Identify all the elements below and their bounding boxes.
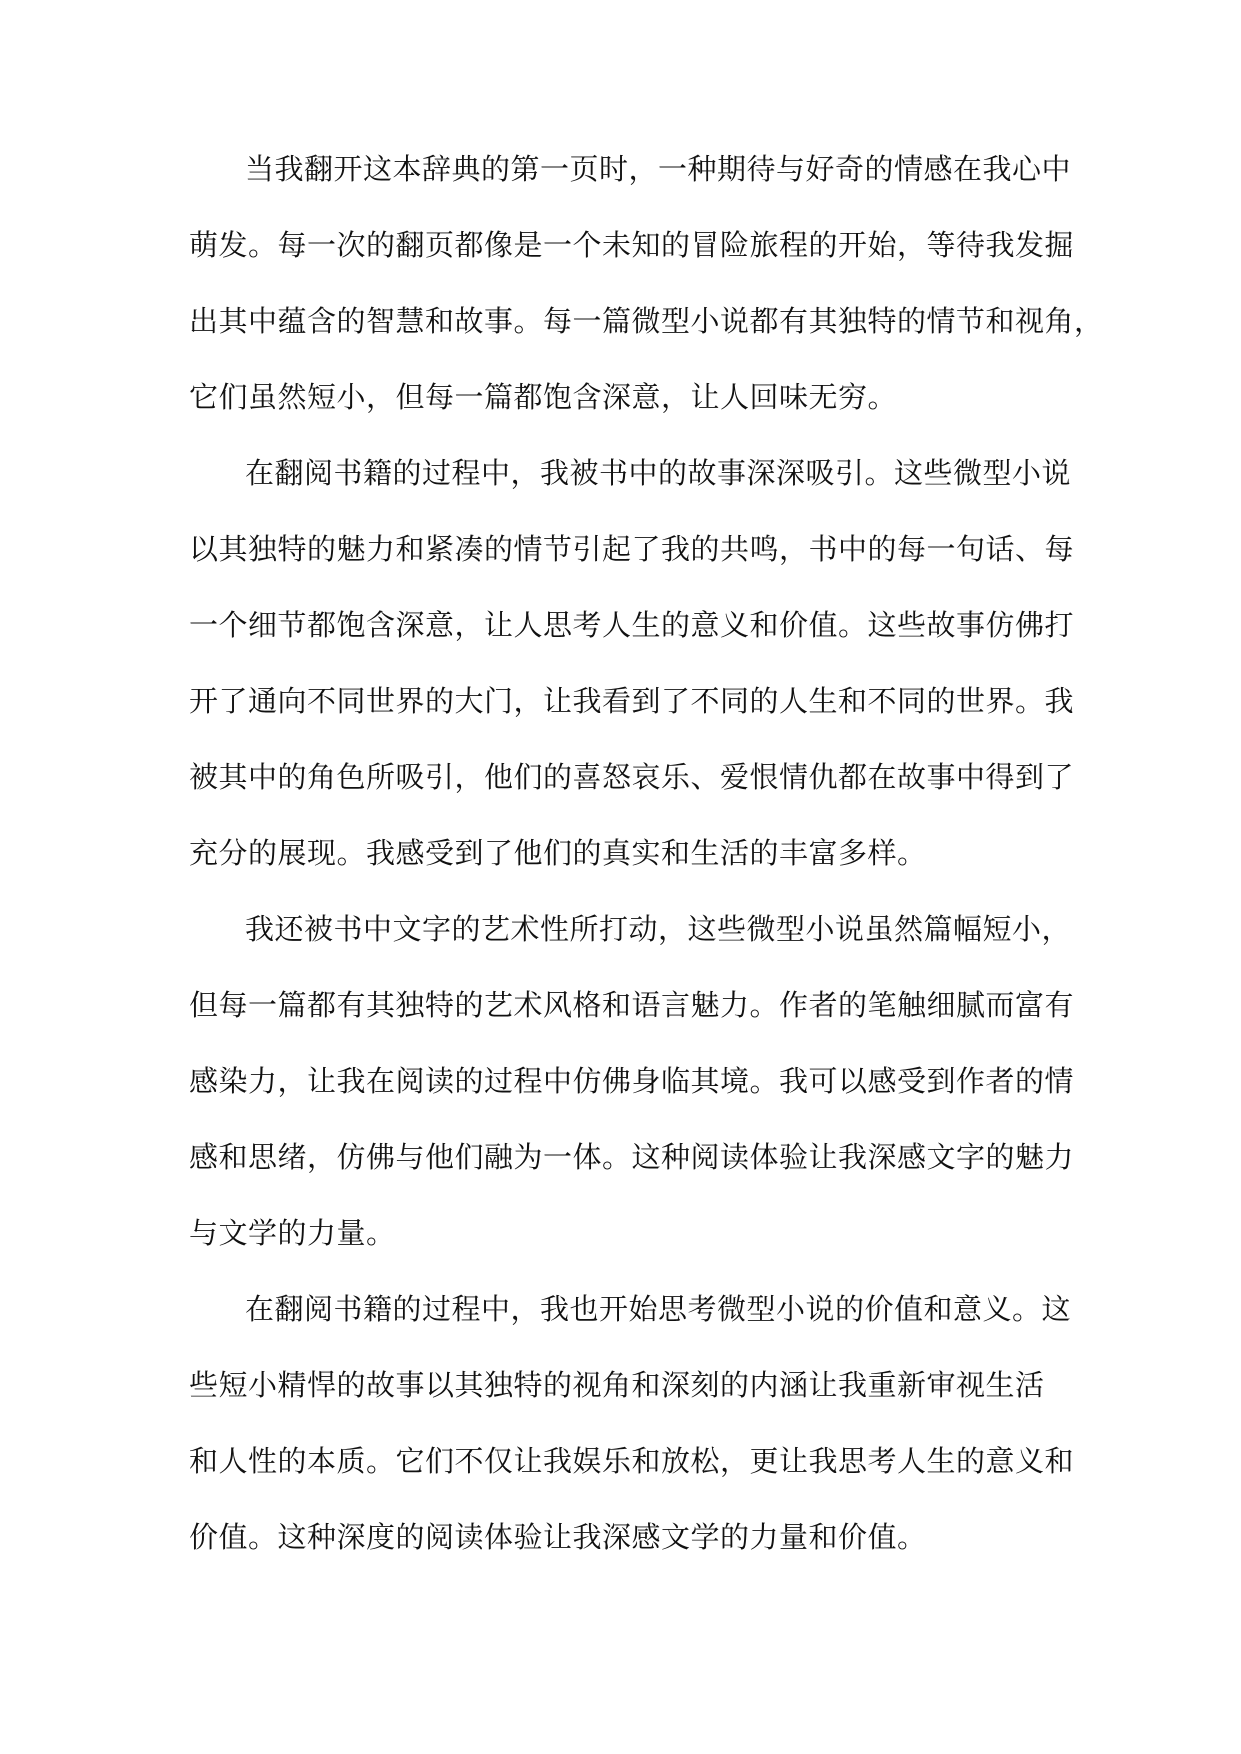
- paragraph-3-line-2: 但每一篇都有其独特的艺术风格和语言魅力。作者的笔触细腻而富有: [189, 988, 1075, 1022]
- paragraph-1-line-4: 它们虽然短小，但每一篇都饱含深意，让人回味无穷。: [189, 380, 898, 414]
- paragraph-3-line-5: 与文学的力量。: [189, 1216, 396, 1250]
- paragraph-2-line-4: 开了通向不同世界的大门，让我看到了不同的人生和不同的世界。我: [189, 684, 1075, 718]
- paragraph-1-line-2: 萌发。每一次的翻页都像是一个未知的冒险旅程的开始，等待我发掘: [189, 228, 1075, 262]
- paragraph-4-line-3: 和人性的本质。它们不仅让我娱乐和放松，更让我思考人生的意义和: [189, 1444, 1075, 1478]
- paragraph-4-line-4: 价值。这种深度的阅读体验让我深感文学的力量和价值。: [189, 1520, 927, 1554]
- paragraph-3-line-4: 感和思绪，仿佛与他们融为一体。这种阅读体验让我深感文字的魅力: [189, 1140, 1075, 1174]
- paragraph-4-line-2: 些短小精悍的故事以其独特的视角和深刻的内涵让我重新审视生活: [189, 1368, 1045, 1402]
- paragraph-3-line-1: 我还被书中文字的艺术性所打动，这些微型小说虽然篇幅短小，: [245, 912, 1072, 946]
- paragraph-2-line-3: 一个细节都饱含深意，让人思考人生的意义和价值。这些故事仿佛打: [189, 608, 1075, 642]
- paragraph-4-line-1: 在翻阅书籍的过程中，我也开始思考微型小说的价值和意义。这: [245, 1292, 1072, 1326]
- paragraph-2-line-1: 在翻阅书籍的过程中，我被书中的故事深深吸引。这些微型小说: [245, 456, 1072, 490]
- paragraph-1-line-3: 出其中蕴含的智慧和故事。每一篇微型小说都有其独特的情节和视角，: [189, 304, 1104, 338]
- paragraph-1-line-1: 当我翻开这本辞典的第一页时，一种期待与好奇的情感在我心中: [245, 152, 1072, 186]
- paragraph-3-line-3: 感染力，让我在阅读的过程中仿佛身临其境。我可以感受到作者的情: [189, 1064, 1075, 1098]
- paragraph-2-line-2: 以其独特的魅力和紧凑的情节引起了我的共鸣，书中的每一句话、每: [189, 532, 1075, 566]
- paragraph-2-line-5: 被其中的角色所吸引，他们的喜怒哀乐、爱恨情仇都在故事中得到了: [189, 760, 1075, 794]
- paragraph-2-line-6: 充分的展现。我感受到了他们的真实和生活的丰富多样。: [189, 836, 927, 870]
